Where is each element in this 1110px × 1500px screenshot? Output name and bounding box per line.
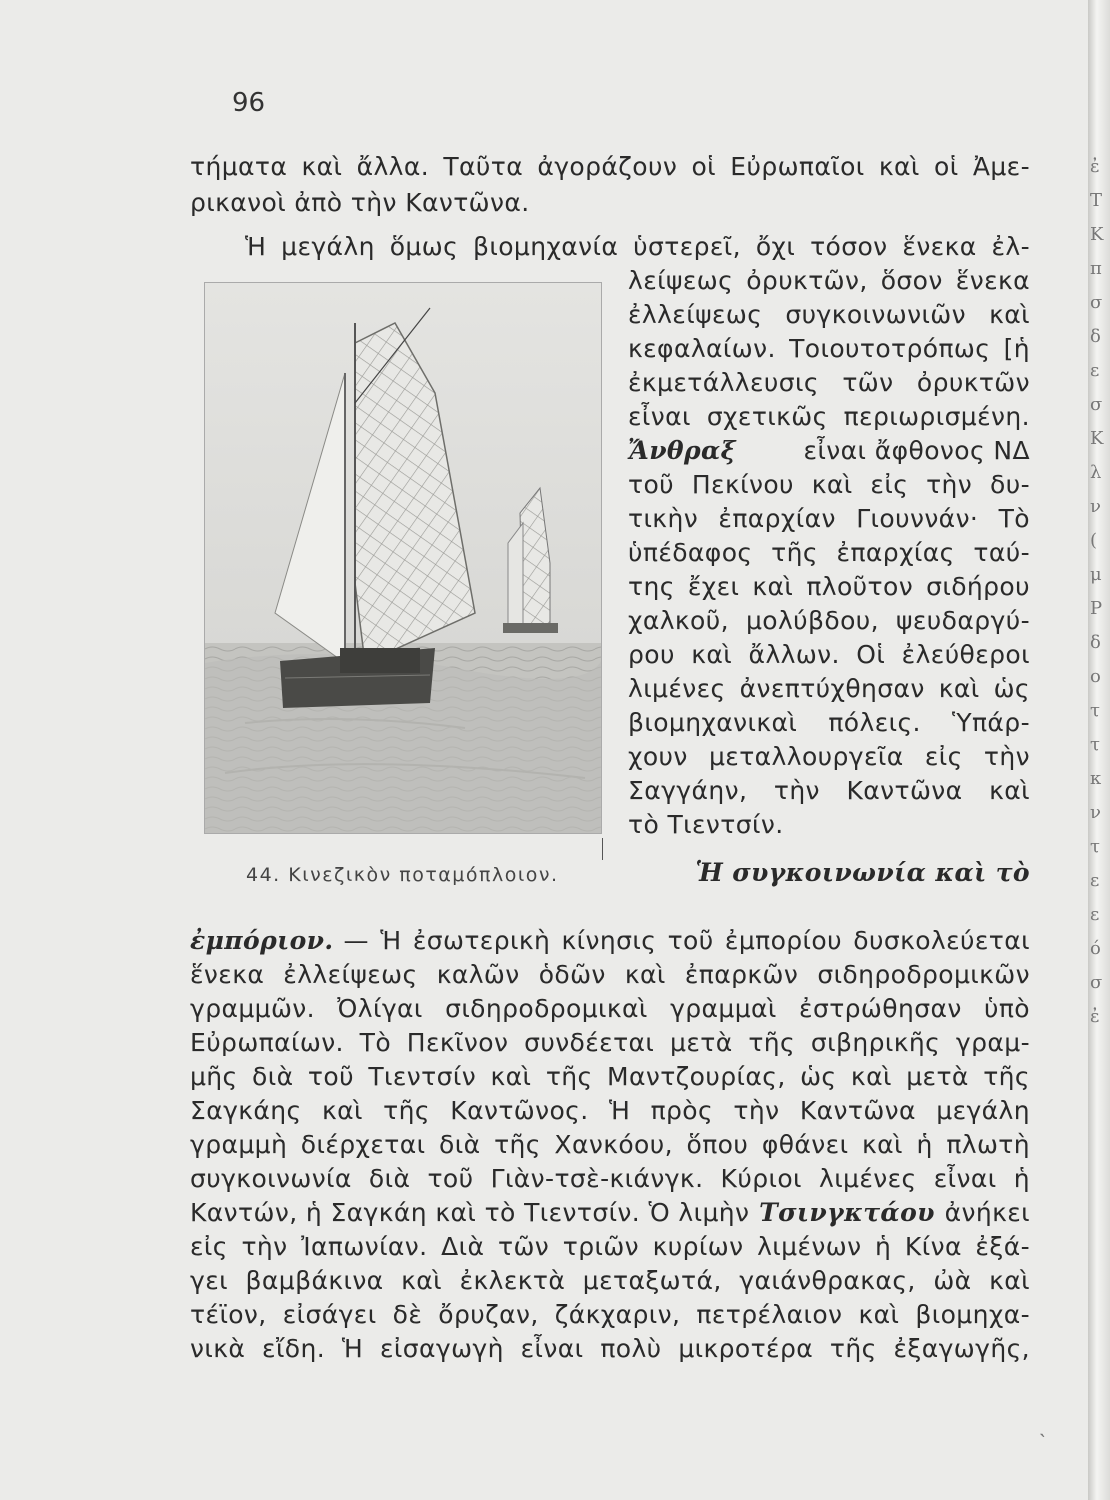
- adjacent-page-edge: [1088, 0, 1110, 1500]
- text-line-col-1: λείψεως ὀρυκτῶν, ὅσον ἕνεκα: [628, 266, 1030, 295]
- text-line-col-13: λιμένες ἀνεπτύχθησαν καὶ ὡς: [628, 674, 1030, 703]
- adjacent-page-glyph: τ: [1090, 734, 1100, 755]
- text-line-col-7: τοῦ Πεκίνου καὶ εἰς τὴν δυ-: [628, 470, 1030, 499]
- adjacent-page-glyph: μ: [1090, 564, 1102, 585]
- text-line-col-16: Σαγγάην, τὴν Καντῶνα καὶ: [628, 776, 1030, 805]
- adjacent-page-glyph: ν: [1090, 802, 1101, 823]
- text-line-commerce-7: γραμμὴ διέρχεται διὰ τῆς Χανκόου, ὅπου φθάνει καὶ ἡ πλωτὴ: [190, 1130, 1030, 1159]
- adjacent-page-glyph: τ: [1090, 700, 1100, 721]
- adjacent-page-glyph: κ: [1090, 768, 1102, 789]
- adjacent-page-glyph: σ: [1090, 292, 1103, 313]
- adjacent-page-glyph: Τ: [1090, 190, 1103, 211]
- text-line-commerce-8: συγκοινωνία διὰ τοῦ Γιὰν-τσὲ-κιάνγκ. Κύριοι λιμένες εἶναι ἡ: [190, 1164, 1030, 1193]
- text-line-col-15: χουν μεταλλουργεῖα εἰς τὴν: [628, 742, 1030, 771]
- adjacent-page-glyph: ό: [1090, 938, 1101, 959]
- adjacent-page-glyph: (: [1090, 530, 1098, 551]
- adjacent-page-glyph: ε: [1090, 904, 1100, 925]
- text-line-commerce-9: [190, 1198, 1030, 1228]
- section-heading: Ἡ συγκοινωνία καὶ τὸ: [695, 858, 1030, 887]
- text-line-commerce-10: εἰς τὴν Ἰαπωνίαν. Διὰ τῶν τριῶν κυρίων λιμένων ἡ Κίνα ἐξά-: [190, 1232, 1030, 1261]
- figure-caption: 44. Κινεζικὸν ποταμόπλοιον.: [246, 864, 559, 886]
- text-line-col-17: τὸ Τιεντσίν.: [628, 810, 784, 839]
- adjacent-page-glyph: σ: [1090, 972, 1103, 993]
- text-line-col-8: τικὴν ἐπαρχίαν Γιουννάν· Τὸ: [628, 504, 1030, 533]
- adjacent-page-glyphs: [1090, 150, 1110, 1034]
- text-line-commerce-5: μῆς διὰ τοῦ Τιεντσίν καὶ τῆς Μαντζουρίας, ὡς καὶ μετὰ τῆς: [190, 1062, 1030, 1091]
- text-line-col-14: βιομηχανικαὶ πόλεις. Ὑπάρ-: [628, 708, 1030, 737]
- adjacent-page-glyph: ε: [1090, 870, 1100, 891]
- adjacent-page-glyph: ἐ: [1090, 1006, 1100, 1027]
- text-line-commerce-3: γραμμῶν. Ὀλίγαι σιδηροδρομικαὶ γραμμαὶ ἐστρώθησαν ὑπὸ: [190, 994, 1030, 1023]
- adjacent-page-glyph: Κ: [1090, 224, 1104, 245]
- text-line-commerce-1: [190, 926, 1030, 956]
- adjacent-page-glyph: Ρ: [1090, 598, 1103, 619]
- text-line-commerce-12: τέϊον, εἰσάγει δὲ ὄρυζαν, ζάκχαριν, πετρέλαιον καὶ βιομηχα-: [190, 1300, 1030, 1329]
- text-line-intro-2: ρικανοὶ ἀπὸ τὴν Καντῶνα.: [190, 188, 530, 217]
- figure-river-boat: [204, 282, 602, 834]
- text-line-col-12: ρου καὶ ἄλλων. Οἱ ἐλεύθεροι: [628, 640, 1030, 669]
- text-line-commerce-9-end: ἀνήκει: [944, 1198, 1030, 1227]
- term-tsingtao: Τσινγκτάου: [759, 1198, 935, 1227]
- adjacent-page-glyph: ο: [1090, 666, 1101, 687]
- text-line-industry-1: Ἡ μεγάλη ὅμως βιομηχανία ὑστερεῖ, ὄχι τόσον ἕνεκα ἐλ-: [245, 232, 1030, 261]
- adjacent-page-glyph: ε: [1090, 360, 1100, 381]
- adjacent-page-glyph: λ: [1090, 462, 1102, 483]
- text-line-commerce-11: γει βαμβάκινα καὶ ἐκλεκτὰ μεταξωτά, γαιάνθρακας, ὠὰ καὶ: [190, 1266, 1030, 1295]
- adjacent-page-glyph: ἐ: [1090, 156, 1100, 177]
- adjacent-page-glyph: π: [1090, 258, 1102, 279]
- text-line-col-6: [628, 436, 1030, 466]
- text-line-commerce-2: ἕνεκα ἐλλείψεως καλῶν ὁδῶν καὶ ἐπαρκῶν σιδηροδρομικῶν: [190, 960, 1030, 989]
- text-line-col-2: ἐλλείψεως συγκοινωνιῶν καὶ: [628, 300, 1030, 329]
- text-line-commerce-13: νικὰ εἴδη. Ἡ εἰσαγωγὴ εἶναι πολὺ μικροτέρα τῆς ἐξαγωγῆς,: [190, 1334, 1030, 1363]
- adjacent-page-glyph: σ: [1090, 394, 1103, 415]
- page-number: 96: [232, 88, 266, 118]
- text-line-commerce-6: Σαγκάης καὶ τῆς Καντῶνος. Ἡ πρὸς τὴν Καντῶνα μεγάλη: [190, 1096, 1030, 1125]
- adjacent-page-glyph: Κ: [1090, 428, 1104, 449]
- text-line-commerce-1-rest: — Ἡ ἐσωτερικὴ κίνησις τοῦ ἐμπορίου δυσκολεύεται: [343, 926, 1030, 955]
- river-boat-photo: [205, 283, 601, 833]
- text-line-col-9: ὑπέδαφος τῆς ἐπαρχίας ταύ-: [628, 538, 1030, 567]
- text-line-commerce-4: Εὐρωπαίων. Τὸ Πεκῖνον συνδέεται μετὰ τῆς σιβηρικῆς γραμ-: [190, 1028, 1030, 1057]
- text-line-intro-1: τήματα καὶ ἄλλα. Ταῦτα ἀγοράζουν οἱ Εὐρωπαῖοι καὶ οἱ Ἀμε-: [190, 152, 1030, 181]
- figure-tick: [602, 838, 603, 860]
- text-line-col-11: χαλκοῦ, μολύβδου, ψευδαργύ-: [628, 606, 1030, 635]
- text-line-col-4: ἐκμετάλλευσις τῶν ὀρυκτῶν: [628, 368, 1030, 397]
- term-anthrax: Ἄνθραξ: [628, 436, 736, 465]
- section-heading-cont: ἐμπόριον.: [190, 926, 334, 955]
- corner-mark: ˴: [1038, 1421, 1046, 1446]
- text-line-col-3: κεφαλαίων. Τοιουτοτρόπως [ἡ: [628, 334, 1030, 363]
- text-line-col-10: της ἔχει καὶ πλοῦτον σιδήρου: [628, 572, 1030, 601]
- adjacent-page-glyph: δ: [1090, 632, 1101, 653]
- adjacent-page-glyph: ν: [1090, 496, 1101, 517]
- text-line-col-5: εἶναι σχετικῶς περιωρισμένη.: [628, 402, 1030, 431]
- text-line-col-6-rest: εἶναι ἄφθονος ΝΔ: [803, 436, 1030, 465]
- adjacent-page-glyph: τ: [1090, 836, 1100, 857]
- adjacent-page-glyph: δ: [1090, 326, 1101, 347]
- text-line-commerce-9-start: Καντών, ἡ Σαγκάη καὶ τὸ Τιεντσίν. Ὁ λιμὴν: [190, 1198, 750, 1227]
